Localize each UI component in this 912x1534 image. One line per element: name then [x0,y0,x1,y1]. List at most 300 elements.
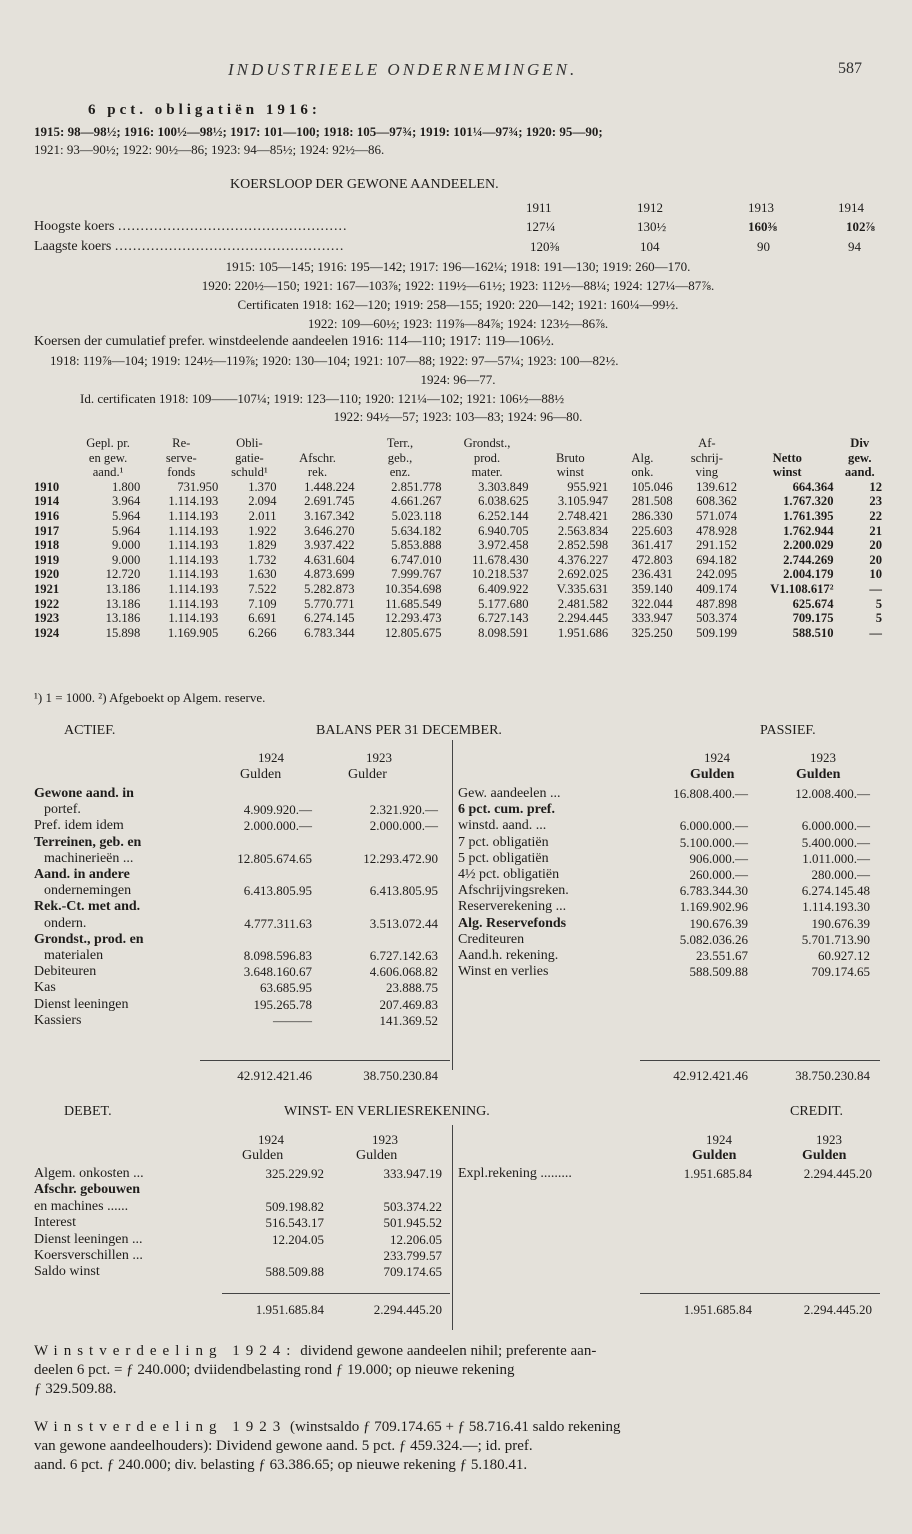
stats-header-cell: Netto [772,450,802,465]
laagste-koers-value: 94 [848,239,861,254]
koersloop-year: 1912 [637,200,663,215]
balans-total: 42.912.421.46 [237,1068,312,1083]
balans-total-rule [200,1060,450,1061]
stats-header-row [32,451,884,466]
actief-item-label-cont: machinerieën ... [44,850,134,866]
winst-total: 1.951.685.84 [683,1302,752,1317]
passief-value-1923: 280.000.— [811,867,870,882]
stats-value-cell: 359.140 [631,581,673,596]
stats-value-cell: 13.186 [105,581,141,596]
stats-value-cell: 409.174 [696,581,738,596]
actief-item-label: Rek.-Ct. met and. [34,899,141,915]
actief-value-1923: 207.469.83 [379,996,438,1012]
stats-header-cell: ving [695,465,719,480]
debet-value-1924: 12.204.05 [272,1231,324,1247]
stats-value-cell: 21 [869,523,882,538]
stats-value-cell: 139.612 [696,479,738,494]
stats-header-cell: mater. [471,465,503,480]
winstverdeeling-1923-line-2: van gewone aandeelhouders): Dividend gewone aand. 5 pct. ƒ 459.324.—; id. pref. [34,1438,533,1454]
stats-value-cell: 955.921 [567,479,609,494]
stats-value-cell: 2.744.269 [783,552,834,567]
passief-value-1924: 260.000.— [689,867,748,882]
stats-header-row [32,465,884,480]
stats-footnote: ¹) 1 = 1000. ²) Afgeboekt op Algem. reserve. [34,690,266,705]
stats-value-cell: 325.250 [631,625,673,640]
passief-item-label: 4½ pct. obligatiën [458,867,560,882]
koersloop-heading: KOERSLOOP DER GEWONE AANDEELEN. [230,177,499,192]
stats-value-cell: 1.732 [248,552,277,567]
balans-year-col: 1924 [704,750,730,765]
debet-value-1924: 509.198.82 [265,1198,324,1214]
passief-value-1923: 60.927.12 [818,948,870,963]
stats-header-cell [739,436,835,451]
balans-passief-title: PASSIEF. [760,723,816,738]
stats-header-cell: Terr., [386,436,414,450]
stats-value-cell: 472.803 [631,552,673,567]
stats-value-cell: 242.095 [696,567,738,582]
stats-value-cell: 6.783.344 [304,625,355,640]
actief-value-1924: 12.805.674.65 [237,850,312,866]
hoogste-koers-value: 130½ [637,219,667,234]
stats-value-cell: 2.481.582 [557,596,609,611]
koersloop-line: 1922: 109—60½; 1923: 119⅞—84⅞; 1924: 123½—86⅞. [307,316,609,331]
koersloop-line: 1922: 94½—57; 1923: 103—83; 1924: 96—80. [333,409,583,424]
stats-header-cell: Afschr. [299,450,336,465]
actief-value-1923: 2.000.000.— [369,818,438,834]
actief-item-label: Debiteuren [34,964,97,980]
stats-value-cell: 4.661.267 [391,494,442,509]
stats-header-cell: Alg. [631,450,654,465]
stats-header-cell: gatie- [235,450,264,465]
stats-value-cell: 5.964 [111,523,141,538]
stats-row [32,582,884,597]
stats-value-cell: 281.508 [631,494,673,509]
stats-value-cell: 7.109 [248,596,277,611]
stats-value-cell: 6.409.922 [478,581,529,596]
passief-value-1924: 5.082.036.26 [679,931,748,947]
debet-value-1923: 233.799.57 [383,1248,442,1263]
passief-item-label: Afschrijvingsreken. [458,883,569,899]
stats-header-cell: Af- [698,436,716,450]
stats-header-cell [32,465,74,480]
stats-value-cell: 478.928 [696,523,738,538]
stats-value-cell: 9.000 [111,538,141,553]
stats-year-cell: 1914 [34,494,60,509]
stats-header-cell [32,436,74,451]
stats-value-cell: 3.972.458 [478,538,529,553]
actief-value-1924: 3.648.160.67 [243,964,312,980]
credit-value-1924: 1.951.685.84 [683,1166,752,1181]
stats-value-cell: 9.000 [111,552,141,567]
balans-total: 42.912.421.46 [673,1068,748,1083]
stats-value-cell: 12.720 [105,567,141,582]
winst-unit-col: Gulden [692,1148,737,1163]
koersloop-line: 1920: 220½—150; 1921: 167—103⅞; 1922: 119½—61½; 1923: 112½—88¼; 1924: 127¼—87⅞. [201,278,715,293]
stats-header-cell: enz. [389,465,411,480]
koersloop-line: Koersen der cumulatief prefer. winstdeelende aandeelen 1916: 114—110; 1917: 119—106½. [34,334,555,349]
koersloop-year: 1911 [526,200,552,215]
debet-value-1923: 503.374.22 [383,1198,442,1214]
balans-total: 38.750.230.84 [363,1068,438,1083]
stats-value-cell: 333.947 [631,611,673,626]
winst-total-rule [222,1293,450,1294]
passief-value-1923: 5.701.713.90 [801,931,870,947]
winst-title: WINST- EN VERLIESREKENING. [284,1104,490,1119]
stats-value-cell: 6.038.625 [478,494,529,509]
passief-item-label: 5 pct. obligatiën [458,850,549,866]
winst-divider [452,1125,453,1330]
stats-value-cell: 7.522 [248,581,277,596]
stats-value-cell: 5.853.888 [391,538,442,553]
stats-value-cell: 1.448.224 [304,479,355,494]
actief-item-label-cont: materialen [44,948,104,963]
stats-row [32,524,884,539]
stats-header-cell: fonds [167,465,196,480]
stats-value-cell: 6.252.144 [478,508,529,523]
passief-value-1923: 5.400.000.— [801,834,870,850]
stats-value-cell: 23 [869,494,882,509]
debet-value-1923: 333.947.19 [383,1166,442,1181]
stats-header-cell: Div [850,436,870,450]
stats-row [32,538,884,553]
stats-header-cell [32,451,74,466]
stats-row [32,480,884,495]
actief-value-1924: 8.098.596.83 [243,948,312,963]
actief-item-label: Gewone aand. in [34,786,134,801]
stats-value-cell: 5.770.771 [304,596,355,611]
actief-item-label: Kas [34,980,56,996]
stats-value-cell: 1.630 [248,567,277,582]
stats-value-cell: 1.762.944 [783,523,834,538]
stats-value-cell: 6.940.705 [478,523,529,538]
actief-value-1924: 4.777.311.63 [244,915,312,931]
balans-unit-col: Gulden [796,767,841,782]
stats-value-cell: 20 [869,538,882,553]
stats-header-cell: winst [556,465,584,480]
stats-value-cell: 2.851.778 [391,479,442,494]
koersloop-line: 1924: 96—77. [420,372,496,387]
stats-header-cell: Re- [172,436,191,450]
winst-unit-col: Gulden [356,1148,398,1163]
winst-total: 2.294.445.20 [373,1302,442,1317]
winst-unit-col: Gulden [242,1148,284,1163]
stats-value-cell: 487.898 [696,596,738,611]
stats-row [32,597,884,612]
stats-value-cell: 2.200.029 [783,538,834,553]
stats-value-cell: 3.303.849 [478,479,529,494]
stats-value-cell: 1.370 [248,479,277,494]
stats-year-cell: 1924 [34,625,60,640]
koersloop-line: 1915: 105—145; 1916: 195—142; 1917: 196—162¼; 1918: 191—130; 1919: 260—170. [225,259,691,274]
passief-value-1924: 23.551.67 [696,948,748,963]
passief-item-label: Crediteuren [458,931,525,947]
stats-header-cell [279,436,357,451]
stats-year-cell: 1919 [34,552,60,567]
passief-item-label: 6 pct. cum. pref. [458,802,555,818]
stats-value-cell: 12 [869,479,882,494]
actief-value-1924: ——— [273,1012,312,1028]
stats-value-cell: 236.431 [631,567,673,582]
stats-value-cell: 2.004.179 [783,567,834,582]
stats-value-cell: 6.691 [248,611,277,626]
stats-value-cell: 291.152 [696,538,738,553]
passief-item-label: Winst en verlies [458,964,549,980]
actief-item-label-cont: portef. [44,802,81,818]
balans-unit-col: Gulden [690,767,735,782]
winst-total-rule [640,1293,880,1294]
stats-value-cell: 4.376.227 [557,552,609,567]
stats-value-cell: 3.964 [111,494,141,509]
stats-value-cell: 2.294.445 [557,611,609,626]
debet-item-label: Afschr. gebouwen [34,1182,141,1198]
balans-year-col: 1923 [366,750,392,765]
winstverdeeling-1924-line-3: ƒ 329.509.88. [34,1381,117,1397]
stats-year-cell: 1923 [34,611,60,626]
actief-item-label: Terreinen, geb. en [34,834,142,850]
stats-value-cell: 731.950 [177,479,219,494]
stats-value-cell: 12.293.473 [384,611,442,626]
stats-value-cell: 11.685.549 [385,596,442,611]
actief-item-label: Aand. in andere [34,867,130,882]
passief-value-1923: 6.000.000.— [801,818,870,834]
stats-value-cell: 625.674 [792,596,834,611]
stats-value-cell: 5.023.118 [391,508,442,523]
stats-header-cell: geb., [387,450,413,465]
passief-item-label: Reserverekening ... [458,899,567,915]
winst-debet-title: DEBET. [64,1104,112,1119]
stats-header-cell: Gepl. pr. [86,436,130,450]
stats-value-cell: 322.044 [631,596,673,611]
stats-value-cell: 7.999.767 [391,567,442,582]
passief-value-1923: 190.676.39 [811,915,870,931]
stats-value-cell: 709.175 [792,611,834,626]
stats-header-cell: gew. [848,450,872,465]
debet-value-1923: 12.206.05 [390,1231,442,1247]
stats-value-cell: 571.074 [696,508,738,523]
debet-item-label: Koersverschillen ... [34,1248,143,1263]
actief-value-1923: 23.888.75 [386,980,438,996]
actief-value-1923: 3.513.072.44 [369,915,438,931]
credit-item-label: Expl.rekening ......... [458,1166,572,1181]
obligations-line-2: 1921: 93—90½; 1922: 90½—86; 1923: 94—85½; 1924: 92½—86. [34,142,385,157]
passief-value-1924: 588.509.88 [689,964,748,980]
stats-value-cell: 1.114.193 [168,552,219,567]
stats-value-cell: 1.114.193 [168,538,219,553]
passief-item-label: Alg. Reservefonds [458,915,567,931]
stats-header-cell: en gew. [88,450,128,465]
stats-header-cell [610,436,674,451]
stats-value-cell: — [869,625,882,640]
stats-row [32,494,884,509]
stats-value-cell: 3.167.342 [304,508,355,523]
stats-value-cell: 10.354.698 [384,581,442,596]
stats-value-cell: 2.692.025 [557,567,609,582]
stats-header-cell: aand.¹ [92,465,124,480]
stats-value-cell: 1.114.193 [168,523,219,538]
stats-value-cell: 2.011 [248,508,277,523]
stats-value-cell: 4.631.604 [304,552,355,567]
winst-year-col: 1923 [372,1132,398,1147]
stats-value-cell: 15.898 [105,625,141,640]
stats-value-cell: 5.964 [111,508,141,523]
winstverdeeling-1924-line-1: Winstverdeeling 1924: dividend gewone aandeelen nihil; preferente aan- [34,1343,597,1359]
stats-value-cell: 694.182 [696,552,738,567]
stats-value-cell: 2.748.421 [557,508,609,523]
winstverdeeling-1923-line-3: aand. 6 pct. ƒ 240.000; div. belasting ƒ 63.386.65; op nieuwe rekening ƒ 5.180.41. [34,1457,528,1473]
stats-header-cell: prod. [473,450,501,465]
stats-header-cell: Bruto [556,450,585,465]
stats-row [32,567,884,582]
stats-value-cell: 10.218.537 [471,567,529,582]
balans-total-rule [640,1060,880,1061]
actief-item-label: Grondst., prod. en [34,931,144,947]
winst-year-col: 1923 [816,1132,842,1147]
passief-value-1923: 1.114.193.30 [802,899,870,915]
actief-value-1923: 2.321.920.— [369,802,438,818]
actief-value-1924: 6.413.805.95 [243,883,312,899]
debet-item-label: Dienst leeningen ... [34,1231,143,1247]
stats-header-row [32,436,884,451]
laagste-koers-value: 120⅜ [530,239,560,254]
credit-value-1923: 2.294.445.20 [803,1166,872,1181]
stats-header-cell: Grondst., [463,436,511,450]
stats-value-cell: 13.186 [105,596,141,611]
debet-item-label: Saldo winst [34,1264,100,1280]
stats-value-cell: 1.767.320 [783,494,834,509]
stats-year-cell: 1920 [34,567,60,582]
stats-value-cell: 4.873.699 [304,567,355,582]
hoogste-koers-label: Hoogste koers ................................................... [34,219,348,234]
balans-unit-col: Gulder [348,767,387,782]
stats-value-cell: 1.800 [111,479,141,494]
stats-value-cell: 3.646.270 [304,523,355,538]
stats-value-cell: 11.678.430 [472,552,529,567]
balans-unit-col: Gulden [240,767,282,782]
stats-value-cell: 5.177.680 [478,596,529,611]
stats-value-cell: — [869,581,882,596]
winstverdeeling-1923-line-1: Winstverdeeling 1923 (winstsaldo ƒ 709.174.65 + ƒ 58.716.41 saldo rekening [34,1419,621,1435]
stats-value-cell: 5.634.182 [391,523,442,538]
hoogste-koers-value: 160⅜ [748,219,778,234]
actief-value-1924: 195.265.78 [253,996,312,1012]
stats-value-cell: 2.852.598 [557,538,609,553]
debet-item-label-cont: en machines ...... [34,1198,129,1214]
stats-value-cell: 1.922 [248,523,277,538]
page-number: 587 [838,60,862,77]
hoogste-koers-value: 127¼ [526,219,556,234]
balans-actief-title: ACTIEF. [64,723,116,738]
stats-row [32,626,884,641]
stats-value-cell: 2.563.834 [557,523,609,538]
winst-total: 1.951.685.84 [255,1302,324,1317]
stats-value-cell: 664.364 [792,479,834,494]
stats-header-cell: winst [772,465,802,480]
page-header-title: INDUSTRIEELE ONDERNEMINGEN. [228,60,578,79]
stats-year-cell: 1917 [34,523,60,538]
stats-value-cell: 1.829 [248,538,277,553]
balans-year-col: 1924 [258,750,284,765]
actief-item-label: Pref. idem idem [34,818,124,834]
passief-item-label: 7 pct. obligatiën [458,834,549,850]
actief-item-label-cont: ondern. [44,915,87,931]
stats-value-cell: 10 [869,567,882,582]
winst-unit-col: Gulden [802,1148,847,1163]
passief-value-1924: 16.808.400.— [673,786,748,801]
laagste-koers-value: 104 [640,239,660,254]
stats-value-cell: 509.199 [696,625,738,640]
actief-value-1923: 6.413.805.95 [369,883,438,899]
stats-value-cell: 588.510 [792,625,834,640]
hoogste-koers-value: 102⅞ [846,219,876,234]
passief-value-1924: 5.100.000.— [679,834,748,850]
actief-item-label: Dienst leeningen [34,996,129,1012]
balans-divider [452,740,453,1070]
debet-item-label: Interest [34,1215,76,1231]
stats-value-cell: 5 [875,611,882,626]
passief-item-label: Aand.h. rekening. [458,948,559,963]
passief-item-label: winstd. aand. ... [458,818,547,834]
stats-row [32,553,884,568]
stats-value-cell: 1.114.193 [168,596,219,611]
winst-year-col: 1924 [258,1132,284,1147]
stats-header-cell: onk. [631,465,654,480]
actief-value-1924: 4.909.920.— [243,802,312,818]
koersloop-line: Certificaten 1918: 162—120; 1919: 258—155; 1920: 220—142; 1921: 160¼—99½. [237,297,679,312]
stats-value-cell: 1.114.193 [168,567,219,582]
passief-value-1923: 1.011.000.— [802,850,870,866]
stats-value-cell: 503.374 [696,611,738,626]
passief-value-1924: 190.676.39 [689,915,748,931]
stats-value-cell: 1.114.193 [168,611,219,626]
stats-value-cell: 6.274.145 [304,611,355,626]
stats-value-cell: 20 [869,552,882,567]
stats-value-cell: 105.046 [631,479,673,494]
stats-header-cell [531,436,611,451]
stats-value-cell: 1.761.395 [783,508,834,523]
stats-value-cell: 6.727.143 [478,611,529,626]
stats-value-cell: 3.105.947 [557,494,609,509]
stats-value-cell: 6.266 [248,625,277,640]
debet-value-1924: 516.543.17 [265,1215,324,1231]
actief-value-1923: 4.606.068.82 [369,964,438,980]
stats-value-cell: 5.282.873 [304,581,355,596]
stats-year-cell: 1922 [34,596,60,611]
actief-value-1923: 6.727.142.63 [369,948,438,963]
stats-header-cell: Obli- [236,436,263,450]
stats-value-cell: 8.098.591 [478,625,529,640]
passief-value-1924: 1.169.902.96 [679,899,748,915]
stats-year-cell: 1910 [34,479,60,494]
stats-value-cell: V1.108.617² [770,581,834,596]
stats-value-cell: 608.362 [696,494,738,509]
stats-header-cell: schrij- [690,450,723,465]
koersloop-year: 1913 [748,200,774,215]
stats-value-cell: 1.169.905 [167,625,219,640]
stats-year-cell: 1918 [34,538,60,553]
stats-value-cell: 225.603 [631,523,673,538]
stats-value-cell: 361.417 [631,538,673,553]
actief-item-label-cont: ondernemingen [44,883,132,899]
stats-value-cell: 1.114.193 [168,508,219,523]
stats-value-cell: 1.114.193 [168,581,219,596]
stats-value-cell: 13.186 [105,611,141,626]
actief-value-1923: 141.369.52 [379,1012,438,1028]
passief-value-1924: 6.783.344.30 [679,883,748,899]
stats-header-cell: aand. [844,465,875,480]
balans-title: BALANS PER 31 DECEMBER. [316,723,502,738]
koersloop-line: 1918: 119⅞—104; 1919: 124½—119⅞; 1920: 130—104; 1921: 107—88; 1922: 97—57¼; 1923: 100—82½. [50,353,619,368]
passief-value-1924: 6.000.000.— [679,818,748,834]
